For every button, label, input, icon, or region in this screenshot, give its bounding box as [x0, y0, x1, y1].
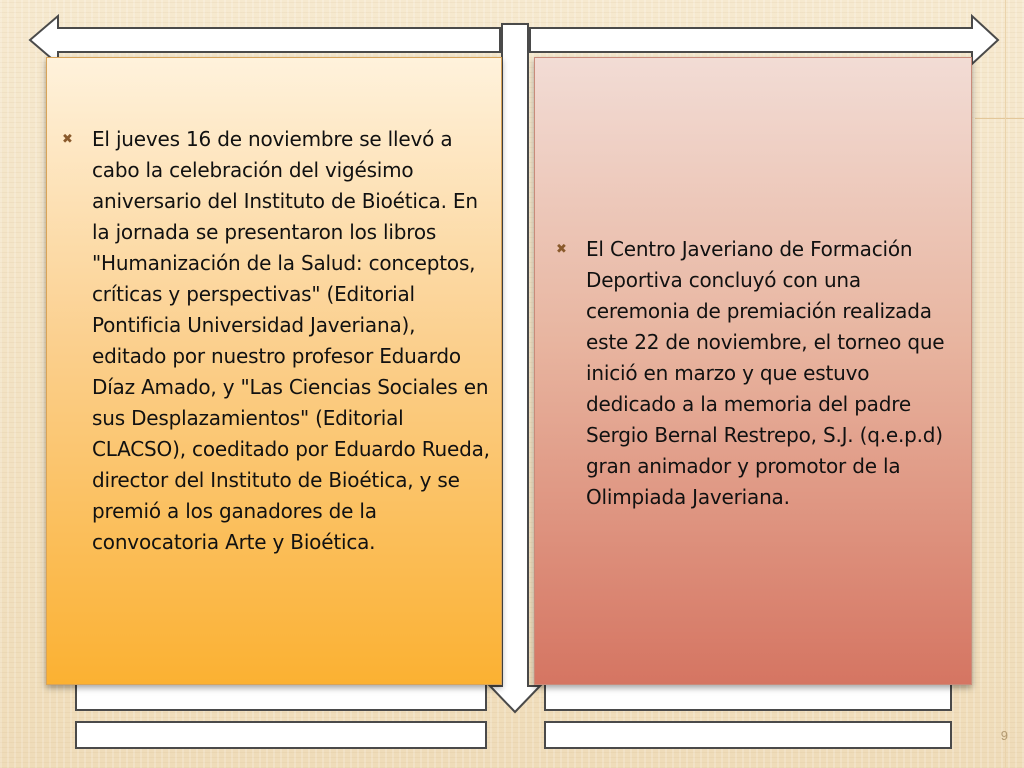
bottom-bar-right-2: [545, 722, 951, 748]
page-number: 9: [1000, 728, 1008, 743]
bottom-bar-left-1: [76, 684, 486, 710]
left-bullet-item: [58, 124, 494, 558]
bottom-bar-left-2: [76, 722, 486, 748]
left-bullet-block: [58, 124, 494, 558]
bottom-bar-right-1: [545, 684, 951, 710]
right-bullet-item: [552, 234, 964, 513]
cross-bullet-icon: ✖: [62, 132, 73, 147]
right-bullet-text: El Centro Javeriano de Formación Deportiva concluyó con una ceremonia de premiación realizada este 22 de noviembre, el torneo que inició en marzo y que estuvo dedicado a la memoria del padre Sergio Bernal Restrepo, S.J. (q.e.p.d) gran animador y promotor de la Olimpiada Javeriana.: [586, 237, 945, 509]
left-bullet-text: El jueves 16 de noviembre se llevó a cabo la celebración del vigésimo aniversario del Instituto de Bioética. En la jornada se presentaron los libros "Humanización de la Salud: conceptos, críticas y perspectivas" (Editorial Pontificia Universidad Javeriana), editado por nuestro profesor Eduardo Díaz Amado, y "Las Ciencias Sociales en sus Desplazamientos" (Editorial CLACSO), coeditado por Eduardo Rueda, director del Instituto de Bioética, y se premió a los ganadores de la convocatoria Arte y Bioética.: [92, 127, 490, 554]
cross-bullet-icon: ✖: [556, 242, 567, 257]
right-bullet-block: [552, 234, 964, 513]
